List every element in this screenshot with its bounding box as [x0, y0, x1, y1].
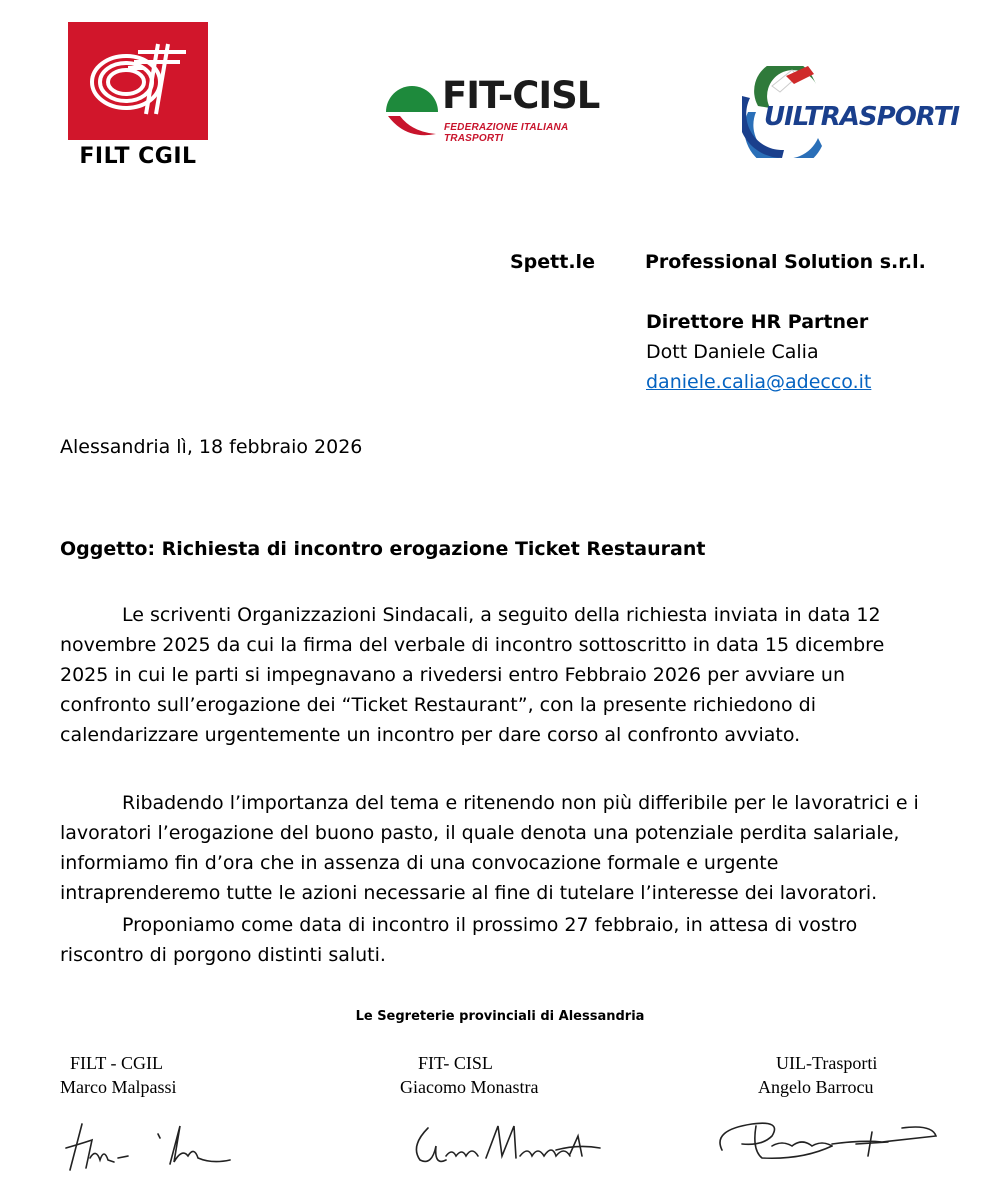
body-paragraph-3-text: Proponiamo come data di incontro il prossimo 27 febbraio, in attesa di vostro riscontro di porgono distinti saluti. — [60, 914, 858, 966]
signatory-2-name: Giacomo Monastra — [400, 1077, 539, 1097]
uil-logo-text: UILTRASPORTI — [764, 102, 960, 132]
signature-2 — [406, 1116, 606, 1172]
signatory-3-org: UIL-Trasporti — [776, 1053, 878, 1073]
recipient-email-link[interactable]: daniele.calia@adecco.it — [646, 371, 872, 393]
body-paragraph-2-text: Ribadendo l’importanza del tema e ritenendo non più differibile per le lavoratrici e i lavoratori l’erogazione del buono pasto, il quale denota una potenziale perdita salariale, informiamo fin d’ora che in assenza di una convocazione formale e urgente intraprenderemo tutte le azioni necessarie al fine di tutelare l’interesse dei lavoratori. — [60, 792, 919, 904]
signatory-3-name: Angelo Barrocu — [758, 1077, 874, 1097]
signatory-2-org: FIT- CISL — [418, 1053, 493, 1073]
fit-cisl-logo-subtitle: FEDERAZIONE ITALIANA TRASPORTI — [444, 122, 568, 144]
fit-cisl-logo-mark — [382, 72, 442, 146]
recipient-name: Dott Daniele Calia — [646, 341, 819, 363]
signature-3 — [712, 1110, 942, 1170]
signature-1 — [62, 1118, 242, 1178]
body-paragraph-2 — [60, 788, 930, 908]
recipient-role: Direttore HR Partner — [646, 311, 869, 333]
uiltrasporti-logo — [742, 66, 960, 158]
signatory-1-name: Marco Malpassi — [60, 1077, 177, 1097]
fit-cisl-logo — [382, 72, 614, 146]
body-paragraph-1-text: Le scriventi Organizzazioni Sindacali, a seguito della richiesta inviata in data 12 novembre 2025 da cui la firma del verbale di incontro sottoscritto in data 15 dicembre 2025 in cui le parti si impegnavano a rivedersi entro Febbraio 2026 per avviare un confronto sull’erogazione dei “Ticket Restaurant”, con la presente richiedono di calendarizzare urgentemente un incontro per dare corso al confronto avviato. — [60, 604, 885, 746]
date-line: Alessandria lì, 18 febbraio 2026 — [60, 436, 363, 458]
closing-line: Le Segreterie provinciali di Alessandria — [355, 1009, 645, 1024]
body-paragraph-3 — [60, 910, 930, 970]
subject-line: Oggetto: Richiesta di incontro erogazione Ticket Restaurant — [60, 538, 706, 560]
body-paragraph-1 — [60, 600, 930, 750]
signatory-1-org: FILT - CGIL — [70, 1053, 164, 1073]
fit-cisl-logo-title: FIT-CISL — [442, 74, 600, 117]
salutation: Spett.le — [510, 251, 595, 273]
recipient-company: Professional Solution s.r.l. — [645, 251, 926, 273]
filt-cgil-logo — [68, 22, 208, 168]
filt-logo-mark — [68, 22, 208, 140]
filt-logo-text: FILT CGIL — [79, 144, 197, 169]
